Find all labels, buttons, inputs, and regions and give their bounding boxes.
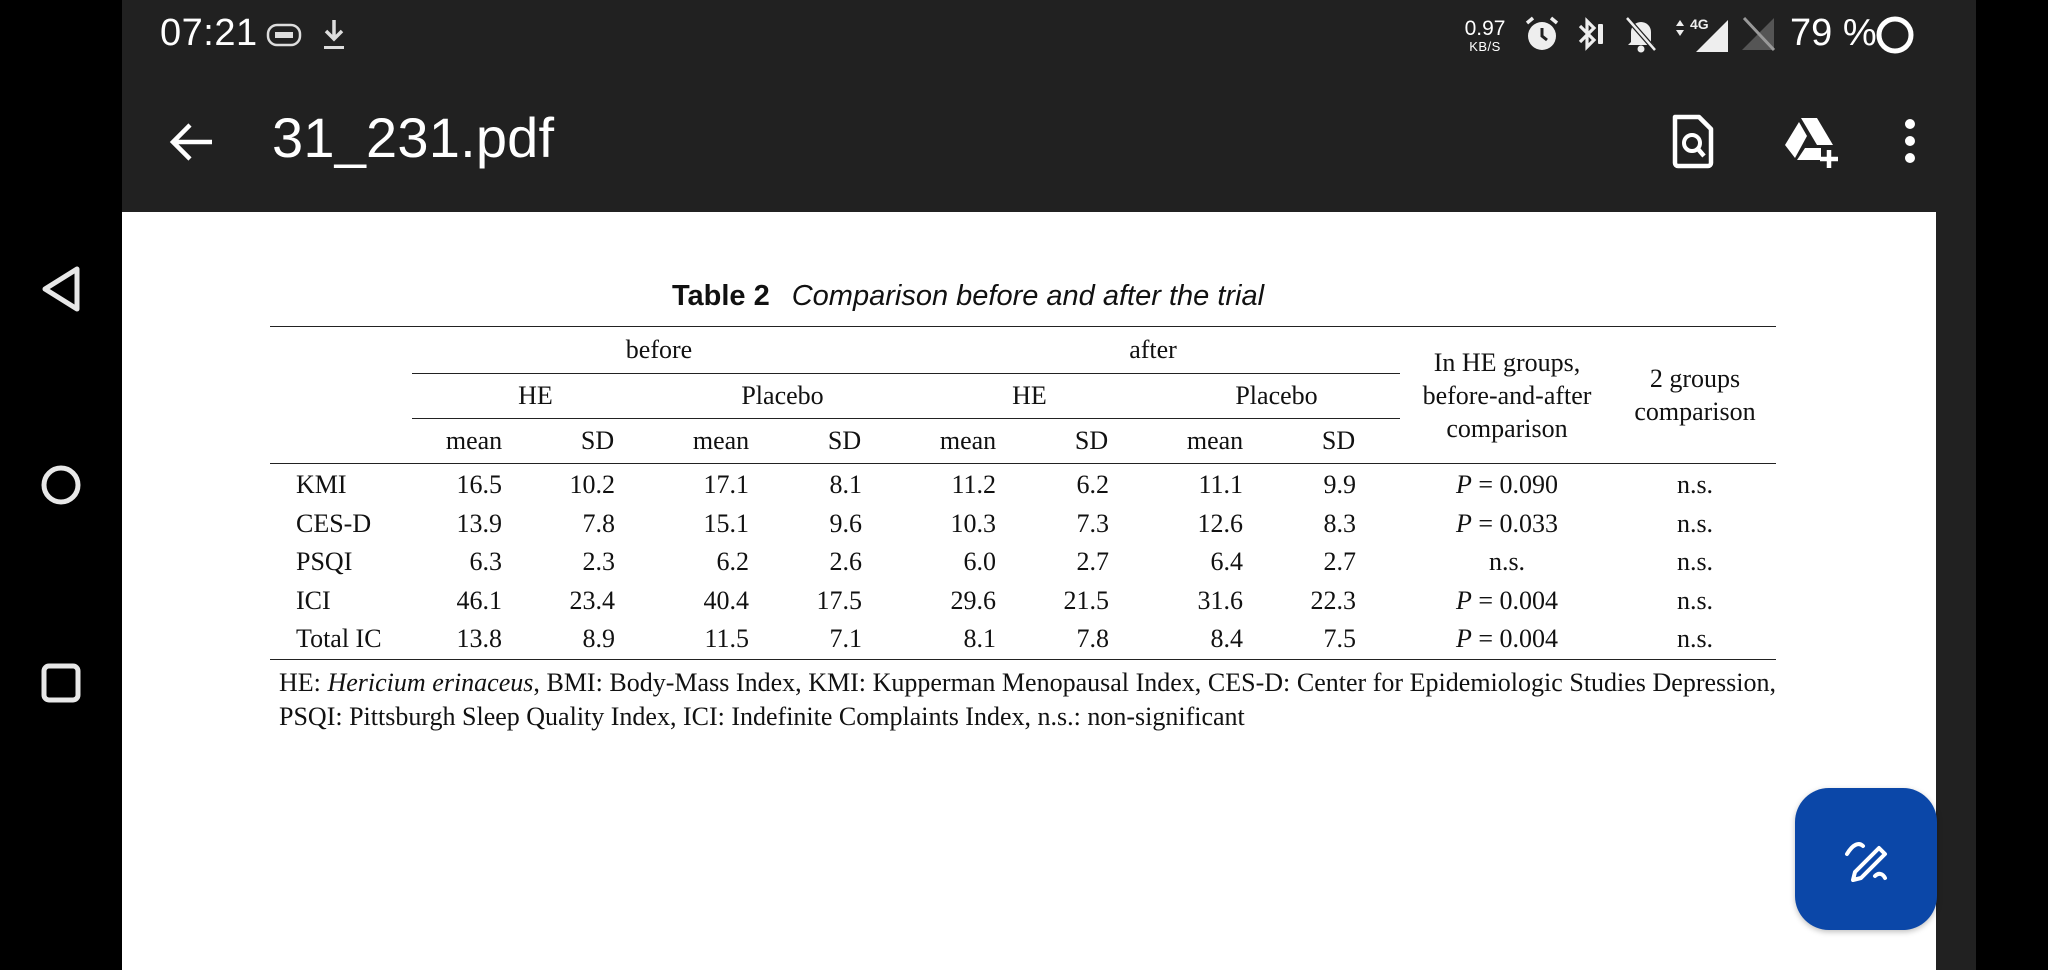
header-after-placebo: Placebo (1153, 374, 1400, 419)
cell-he-before-sd: 23.4 (569, 585, 615, 615)
cell-pl-after-mean: 12.6 (1197, 508, 1243, 538)
battery-ring-icon (1874, 14, 1916, 61)
header-before-placebo: Placebo (659, 374, 906, 419)
cell-he-after-sd: 7.8 (1076, 624, 1109, 654)
row-label: ICI (296, 585, 331, 615)
arrow-left-icon (168, 120, 216, 164)
table-row (270, 543, 1776, 582)
cell-pl-before-mean: 40.4 (703, 585, 749, 615)
screen-edge (1976, 0, 2048, 970)
cell-pl-after-sd: 9.9 (1323, 470, 1356, 500)
app-toolbar (122, 70, 1976, 212)
cell-he-after-sd: 2.7 (1076, 547, 1109, 577)
cell-pl-before-mean: 15.1 (703, 508, 749, 538)
col-mean: mean (906, 419, 1030, 464)
download-icon (320, 18, 348, 57)
cell-pl-before-sd: 17.5 (816, 585, 862, 615)
cell-pl-before-mean: 11.5 (704, 624, 749, 654)
cell-pl-after-mean: 6.4 (1210, 547, 1243, 577)
cell-he-after-mean: 10.3 (950, 508, 996, 538)
document-title: 31_231.pdf (272, 106, 555, 169)
alarm-icon (1522, 14, 1562, 59)
pdf-page[interactable] (122, 212, 1936, 970)
cell-pl-before-sd: 2.6 (829, 547, 862, 577)
cell-he-before-sd: 8.9 (582, 624, 615, 654)
network-speed: 0.97 KB/S (1464, 17, 1506, 54)
navigation-bar (0, 0, 122, 970)
cell-he-after-sd: 21.5 (1063, 585, 1109, 615)
cell-he-before-mean: 6.3 (469, 547, 502, 577)
cell-groups-comparison: n.s. (1676, 547, 1714, 577)
cell-pl-after-mean: 31.6 (1197, 585, 1243, 615)
cell-groups-comparison: n.s. (1676, 624, 1714, 654)
more-options-button[interactable] (1888, 108, 1932, 174)
cell-he-before-sd: 10.2 (569, 470, 615, 500)
table-body (270, 464, 1776, 660)
cell-p-value: P = 0.004 (1455, 624, 1559, 654)
table-footnote: HE: Hericium erinaceus, BMI: Body-Mass Index, KMI: Kupperman Menopausal Index, CES-D: Center for Epidemiologic Studies Depression, PSQI: Pittsburgh Sleep Quality Index, ICI: Indefinite Complaints Index, n.s.: non-significant (279, 668, 1776, 731)
col-sd: SD (783, 419, 906, 464)
cell-he-before-mean: 13.8 (456, 624, 502, 654)
comparison-table (270, 326, 1776, 660)
header-after: after (906, 327, 1400, 374)
back-button[interactable] (162, 112, 222, 172)
row-label: Total IC (296, 624, 382, 654)
square-recents-icon (39, 661, 83, 705)
species-name: Hericium erinaceus (327, 668, 534, 697)
row-label: KMI (296, 470, 347, 500)
cell-p-value: P = 0.090 (1455, 470, 1559, 500)
cell-he-after-mean: 8.1 (963, 624, 996, 654)
table-label: Table 2 (671, 280, 770, 312)
more-vert-icon (1902, 118, 1918, 164)
cell-pl-after-mean: 8.4 (1210, 624, 1243, 654)
drive-add-icon (1781, 114, 1841, 168)
bluetooth-icon (1572, 14, 1608, 59)
table-row (270, 620, 1776, 659)
table-row (270, 505, 1776, 544)
nav-recents-button[interactable] (30, 652, 92, 714)
annotate-button[interactable] (1795, 788, 1937, 930)
cell-pl-after-sd: 8.3 (1323, 508, 1356, 538)
cell-pl-before-sd: 9.6 (829, 508, 862, 538)
header-in-he-groups: In HE groups, before-and-after comparison (1400, 327, 1614, 464)
header-2-groups: 2 groups comparison (1614, 327, 1776, 464)
col-mean: mean (1153, 419, 1277, 464)
cell-he-after-mean: 11.2 (951, 470, 996, 500)
cell-he-before-sd: 7.8 (582, 508, 615, 538)
cell-he-before-mean: 46.1 (456, 585, 502, 615)
cell-he-after-mean: 29.6 (950, 585, 996, 615)
header-before: before (412, 327, 906, 374)
cell-he-after-sd: 7.3 (1076, 508, 1109, 538)
table-caption (122, 280, 1814, 313)
cell-pl-before-sd: 7.1 (829, 624, 862, 654)
cell-he-before-mean: 13.9 (456, 508, 502, 538)
cell-pl-before-sd: 8.1 (829, 470, 862, 500)
cell-pl-after-sd: 7.5 (1323, 624, 1356, 654)
edit-pen-icon (1839, 832, 1893, 886)
triangle-back-icon (39, 265, 83, 313)
nav-home-button[interactable] (30, 454, 92, 516)
row-label: CES-D (296, 508, 372, 538)
battery-percentage: 79 % (1790, 12, 1877, 54)
save-to-drive-button[interactable] (1778, 108, 1844, 174)
cell-pl-before-mean: 6.2 (716, 547, 749, 577)
mute-bell-icon (1622, 14, 1660, 59)
col-mean: mean (659, 419, 783, 464)
col-sd: SD (1030, 419, 1153, 464)
data-saver-icon (266, 22, 302, 53)
signal-4g-icon (1674, 14, 1730, 59)
cell-groups-comparison: n.s. (1676, 470, 1714, 500)
find-in-document-button[interactable] (1660, 108, 1726, 174)
cell-pl-before-mean: 17.1 (703, 470, 749, 500)
circle-home-icon (39, 463, 83, 507)
nav-back-button[interactable] (30, 258, 92, 320)
cell-he-before-sd: 2.3 (582, 547, 615, 577)
cell-groups-comparison: n.s. (1676, 508, 1714, 538)
header-after-he: HE (906, 374, 1153, 419)
col-sd: SD (1277, 419, 1400, 464)
app-window (122, 0, 1976, 970)
cell-p-value: n.s. (1488, 547, 1526, 577)
col-mean: mean (412, 419, 536, 464)
status-time: 07:21 (160, 12, 258, 54)
cell-he-before-mean: 16.5 (456, 470, 502, 500)
table-row (270, 464, 1776, 505)
cell-pl-after-sd: 2.7 (1323, 547, 1356, 577)
svg-text:4G: 4G (1690, 16, 1709, 32)
row-label: PSQI (296, 547, 353, 577)
status-bar (122, 0, 1976, 70)
cell-he-after-sd: 6.2 (1076, 470, 1109, 500)
cell-p-value: P = 0.033 (1455, 508, 1559, 538)
table-row (270, 582, 1776, 621)
header-before-he: HE (412, 374, 659, 419)
cell-p-value: P = 0.004 (1455, 585, 1559, 615)
cell-pl-after-mean: 11.1 (1198, 470, 1243, 500)
table-title: Comparison before and after the trial (791, 280, 1265, 312)
cell-pl-after-sd: 22.3 (1310, 585, 1356, 615)
no-sim-signal-icon (1738, 14, 1778, 59)
cell-groups-comparison: n.s. (1676, 585, 1714, 615)
col-sd: SD (536, 419, 659, 464)
cell-he-after-mean: 6.0 (963, 547, 996, 577)
search-document-icon (1669, 113, 1717, 169)
